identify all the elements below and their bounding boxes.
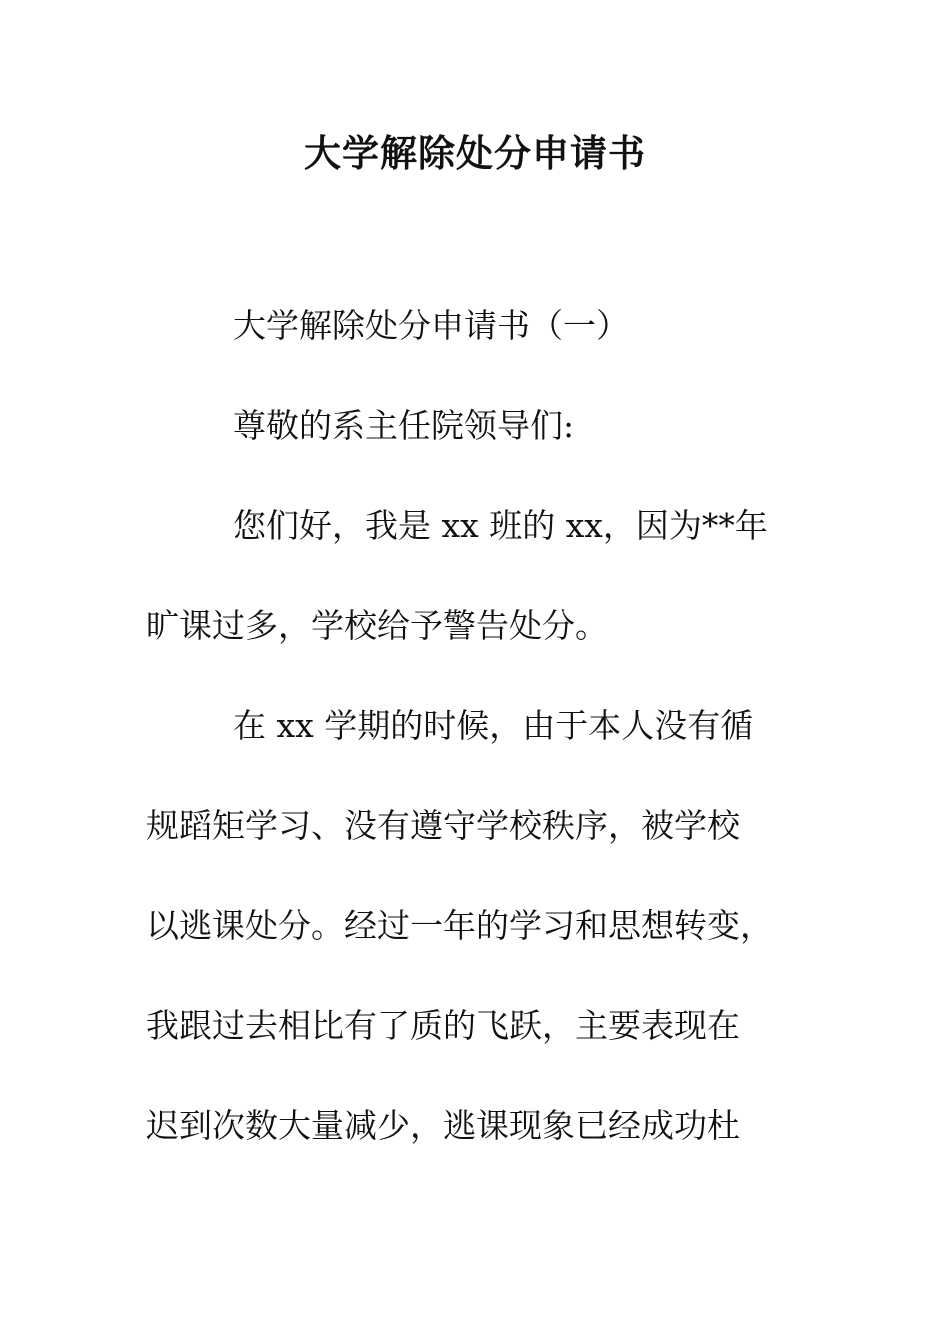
- salutation: 尊敬的系主任院领导们:: [233, 406, 575, 445]
- paragraph-line: 旷课过多，学校给予警告处分。: [146, 606, 608, 645]
- paragraph-line: 在 xx 学期的时候，由于本人没有循: [233, 706, 754, 745]
- paragraph-line: 您们好，我是 xx 班的 xx，因为**年: [233, 506, 768, 545]
- section-heading: 大学解除处分申请书（一）: [233, 306, 629, 345]
- page-title: 大学解除处分申请书: [304, 131, 646, 175]
- paragraph-line: 规蹈矩学习、没有遵守学校秩序，被学校: [146, 806, 740, 845]
- paragraph-line: 我跟过去相比有了质的飞跃，主要表现在: [146, 1006, 740, 1045]
- paragraph-line: 迟到次数大量减少，逃课现象已经成功杜: [146, 1106, 740, 1145]
- paragraph-line: 以逃课处分。经过一年的学习和思想转变，: [146, 906, 773, 945]
